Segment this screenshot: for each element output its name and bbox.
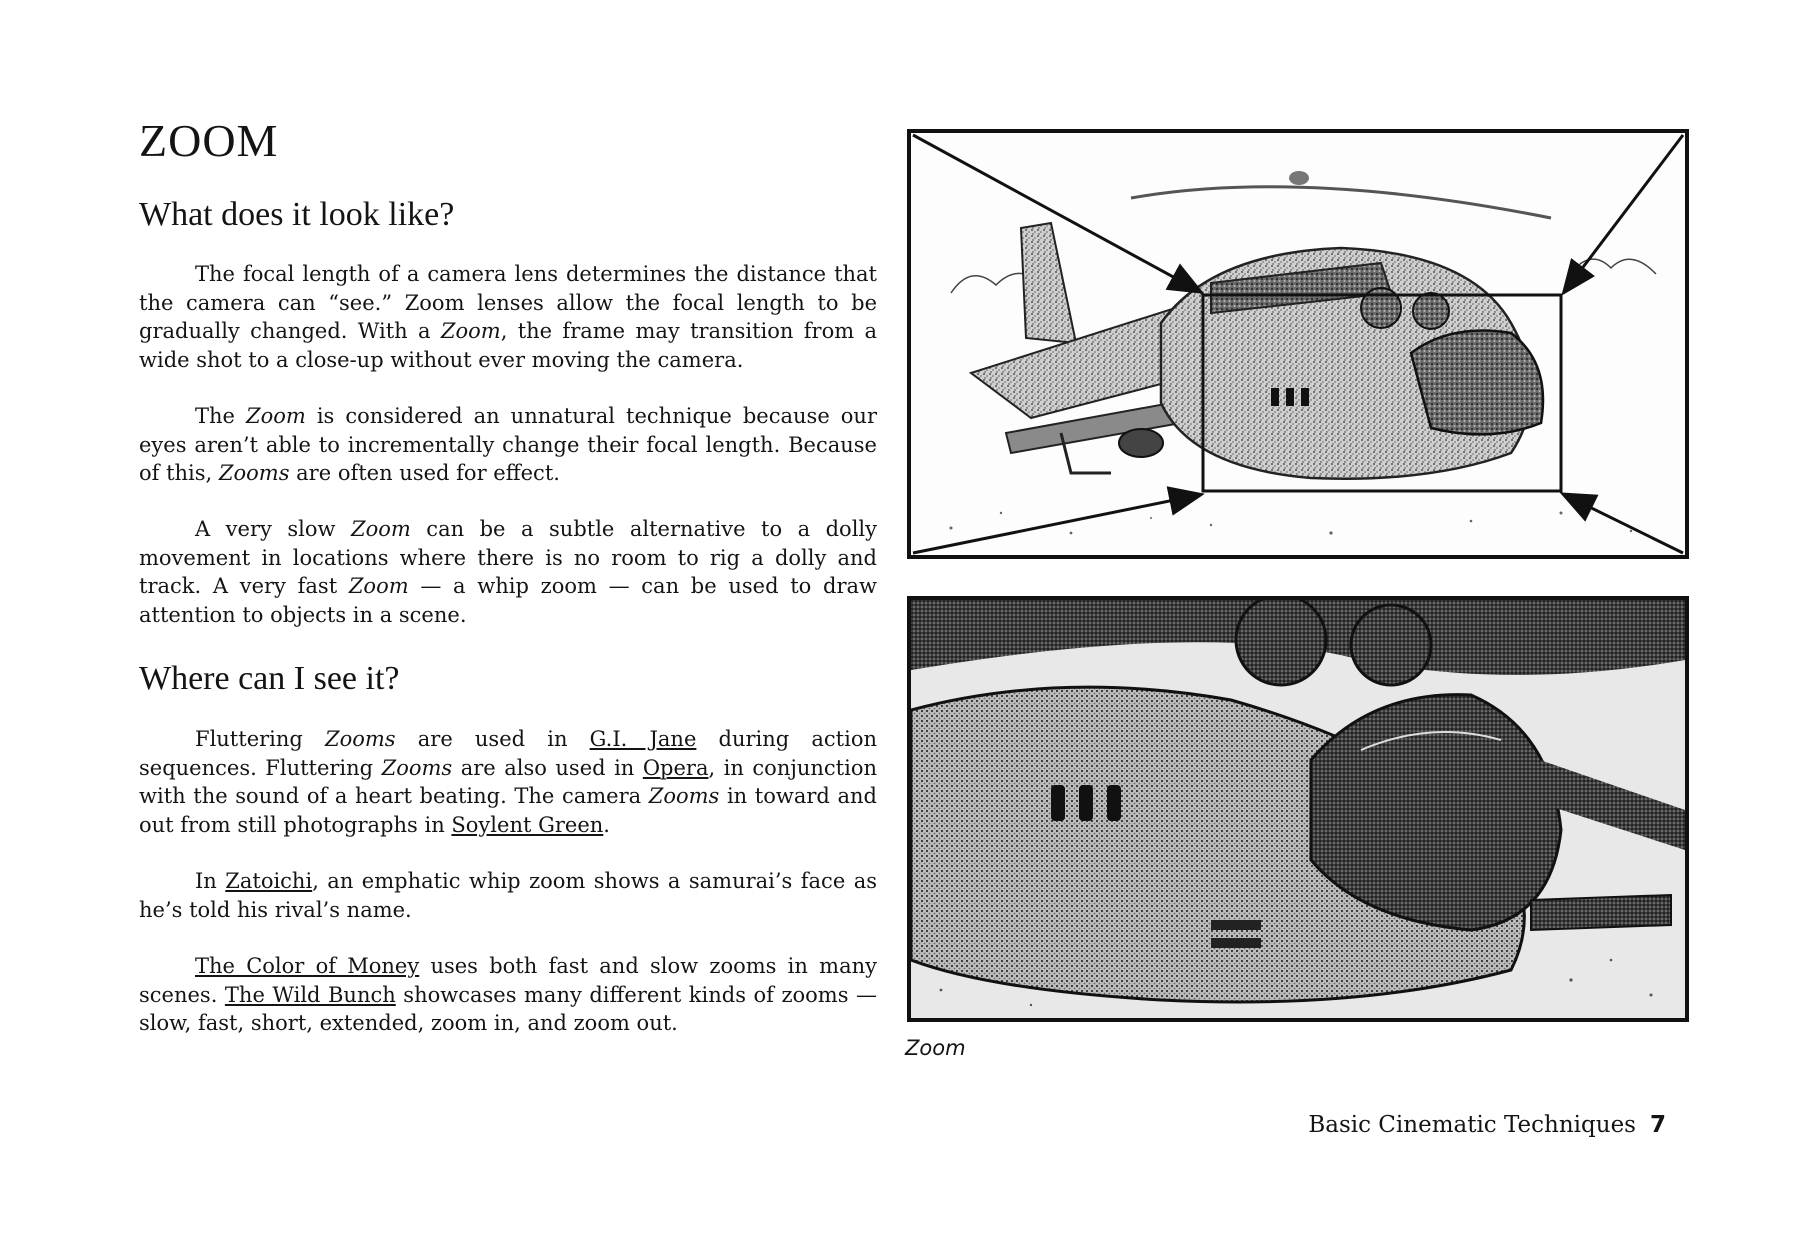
film-title: The Color of Money [195,954,420,978]
helicopter-wide-illustration [911,133,1685,555]
paragraph [139,402,877,488]
text-run: . [603,812,610,837]
text-run: , an emphatic whip zoom shows a samurai’s face as he’s told his rival’s name. [139,869,877,922]
text-run: , the frame may transition from a wide shot to a close-up without ever moving the camera. [139,319,877,372]
italic-term: Zooms [648,784,720,808]
section-heading-look: What does it look like? [139,196,455,233]
text-run: are used in [395,727,590,751]
text-run: The [195,404,246,428]
text-run: is considered an unnatural technique because our eyes aren’t able to incrementally change their focal length. Because of this, [139,404,877,485]
italic-term: Zooms [325,727,396,751]
text-run: are also used in [452,755,643,780]
text-run: — a whip zoom — can be used to draw attention to objects in a scene. [139,574,878,627]
film-title: Opera [642,755,709,780]
text-run: In [195,869,226,893]
helicopter-closeup-illustration [911,600,1685,1018]
text-run: in toward and out from still photographs in [139,784,877,837]
film-title: Soylent Green [451,812,604,837]
film-title: G.I. Jane [589,727,697,751]
paragraph [139,725,877,839]
figure-wide-shot [907,129,1689,559]
text-run: uses both fast and slow zooms in many scenes. [139,954,877,1007]
figure-close-up [907,596,1689,1022]
text-run: A very slow [195,517,351,541]
italic-term: Zoom [351,517,411,541]
italic-term: Zoom [440,319,501,343]
text-run: , in conjunction with the sound of a heart beating. The camera [139,755,877,808]
text-run: during action sequences. Fluttering [139,727,877,780]
text-run: are often used for effect. [289,461,560,485]
paragraph [139,867,877,924]
text-run: showcases many different kinds of zooms — slow, fast, short, extended, zoom in, and zoom out. [139,982,878,1035]
figure-caption: Zoom [905,1036,966,1060]
italic-term: Zoom [246,404,306,428]
running-title: Basic Cinematic Techniques [1308,1112,1636,1138]
film-title: The Wild Bunch [224,982,396,1007]
text-run: Fluttering [195,727,326,751]
italic-term: Zooms [218,461,290,485]
italic-term: Zoom [348,574,409,598]
paragraph [139,515,877,629]
paragraph [139,260,877,374]
text-run: The focal length of a camera lens determines the distance that the camera can “see.” Zoom lenses allow the focal length to be gradually changed. With a [139,262,877,343]
film-title: Zatoichi [225,869,313,893]
section-heading-where: Where can I see it? [139,660,400,697]
page-number: 7 [1649,1112,1666,1138]
text-run: can be a subtle alternative to a dolly movement in locations where there is no room to rig a dolly and track. A very fast [139,517,878,598]
paragraph [139,952,877,1038]
page-title: ZOOM [139,115,279,166]
italic-term: Zooms [381,755,453,780]
page-footer [1308,1112,1666,1138]
